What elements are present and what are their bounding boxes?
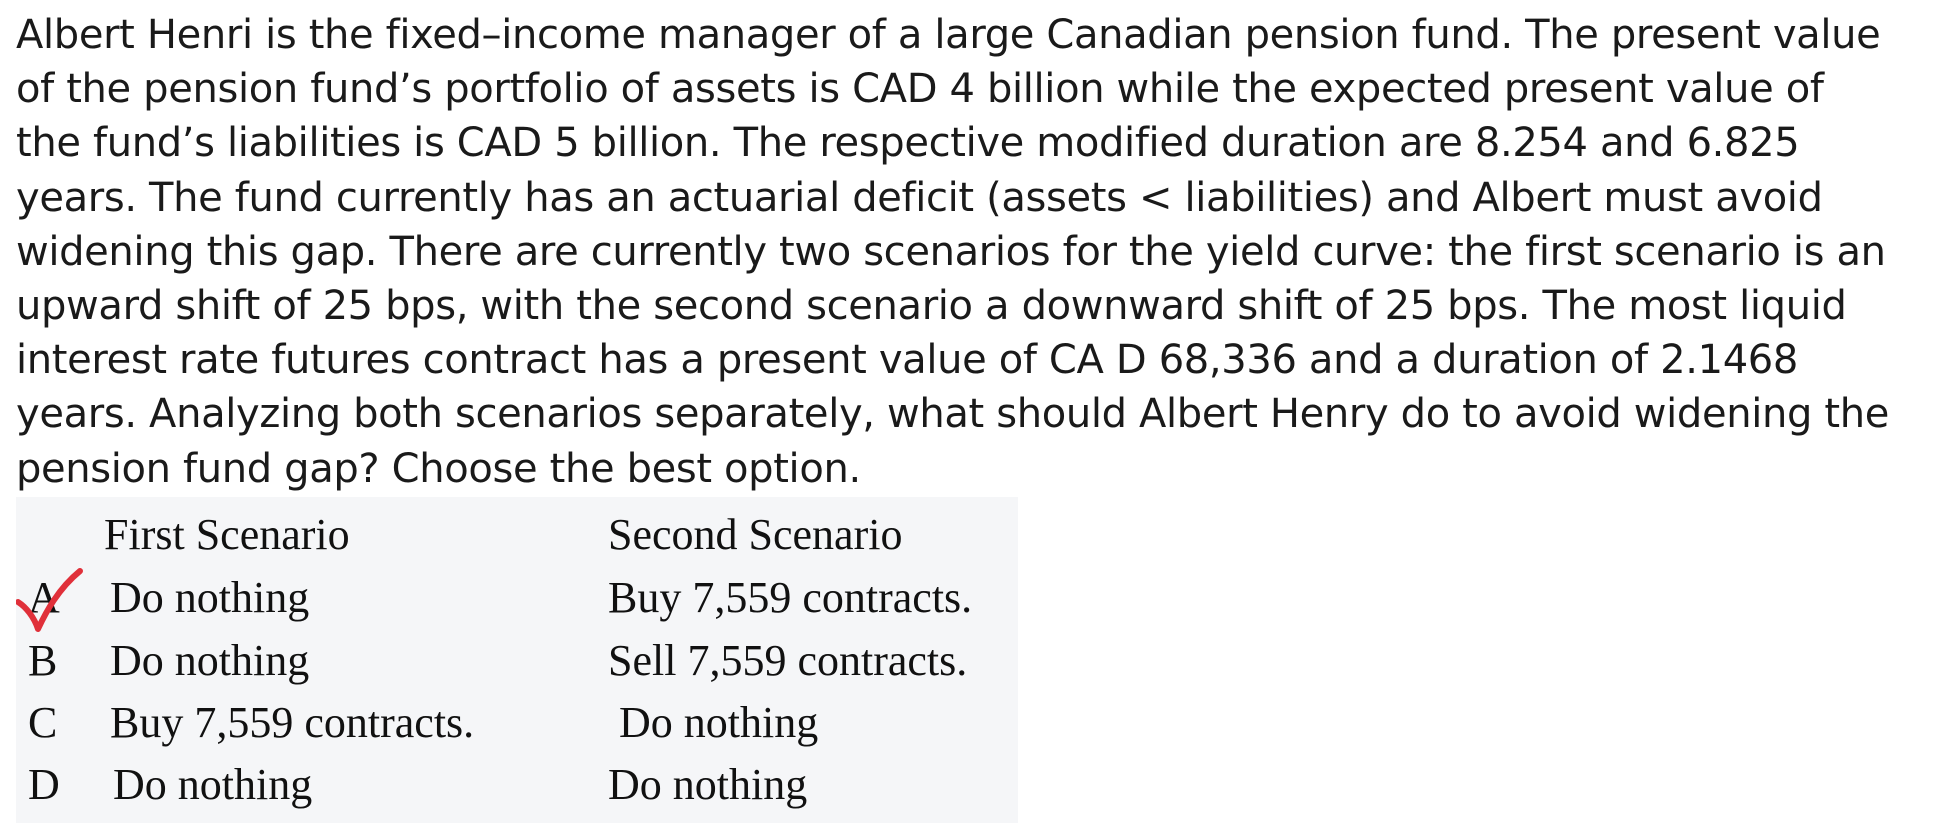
option-letter: D xyxy=(28,760,60,809)
option-first-scenario: Do nothing xyxy=(110,636,310,685)
option-letter: B xyxy=(28,636,58,685)
option-row-a[interactable] xyxy=(16,572,1018,634)
question-line: of the pension fund’s portfolio of assets is CAD 4 billion while the expected present value of xyxy=(16,66,1824,113)
table-header-row xyxy=(16,509,1018,571)
option-first-scenario: Buy 7,559 contracts. xyxy=(110,698,475,747)
option-second-scenario: Do nothing xyxy=(608,760,808,809)
question-line: years. Analyzing both scenarios separately, what should Albert Henry do to avoid widening the xyxy=(16,391,1889,438)
checkmark-icon xyxy=(16,567,86,637)
option-first-scenario: Do nothing xyxy=(113,760,313,809)
checkmark-stroke xyxy=(18,571,80,629)
option-letter: A xyxy=(28,573,60,622)
question-line: upward shift of 25 bps, with the second scenario a downward shift of 25 bps. The most liquid xyxy=(16,283,1847,330)
option-row-d[interactable] xyxy=(16,759,1018,821)
header-first-scenario: First Scenario xyxy=(104,510,350,559)
option-second-scenario: Do nothing xyxy=(608,698,819,747)
question-line: pension fund gap? Choose the best option. xyxy=(16,445,861,492)
question-line: the fund’s liabilities is CAD 5 billion. The respective modified duration are 8.254 and 6.825 xyxy=(16,120,1800,167)
option-row-c[interactable] xyxy=(16,697,1018,759)
question-line: years. The fund currently has an actuarial deficit (assets < liabilities) and Albert must avoid xyxy=(16,174,1823,221)
question-text xyxy=(16,8,1941,496)
question-line: widening this gap. There are currently two scenarios for the yield curve: the first scenario is an xyxy=(16,228,1886,275)
answer-options-table xyxy=(16,497,1018,823)
header-second-scenario: Second Scenario xyxy=(608,510,903,559)
option-second-scenario: Buy 7,559 contracts. xyxy=(608,573,973,622)
question-line: Albert Henri is the fixed–income manager of a large Canadian pension fund. The present value xyxy=(16,12,1881,58)
question-line: interest rate futures contract has a present value of CA D 68,336 and a duration of 2.1468 xyxy=(16,337,1798,384)
option-row-b[interactable] xyxy=(16,635,1018,697)
option-second-scenario: Sell 7,559 contracts. xyxy=(608,636,968,685)
option-first-scenario: Do nothing xyxy=(110,573,310,622)
option-letter: C xyxy=(28,698,58,747)
